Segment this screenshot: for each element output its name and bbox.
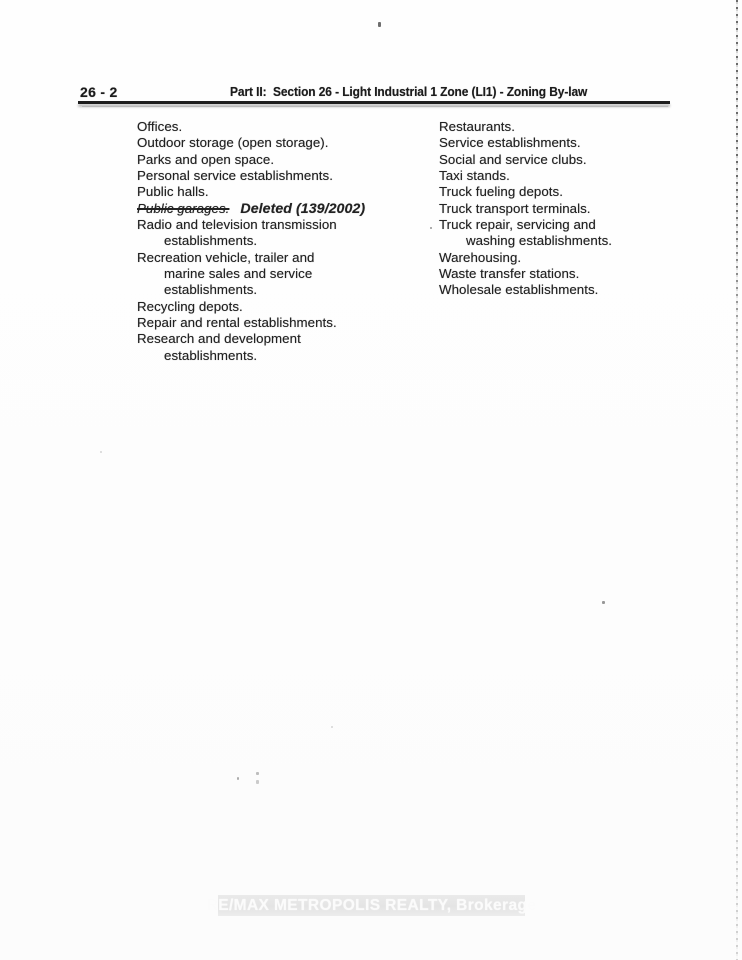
use-line: Parks and open space. [137, 151, 275, 167]
use-line: Radio and television transmission [137, 217, 337, 233]
use-line: Repair and rental establishments. [137, 315, 337, 331]
use-line: Truck fueling depots. [439, 184, 563, 200]
use-line: Service establishments. [439, 135, 581, 151]
scan-speck [237, 777, 239, 780]
use-line: washing establishments. [466, 233, 613, 249]
use-line: Truck transport terminals. [439, 200, 591, 216]
permitted-uses-right-column [439, 119, 719, 299]
use-line: Outdoor storage (open storage). [137, 135, 329, 151]
use-line: Public halls. [137, 184, 209, 200]
use-line: Wholesale establishments. [439, 282, 599, 298]
use-line: Truck repair, servicing and [439, 217, 596, 233]
page-number: 26 - 2 [80, 84, 118, 100]
page-header [0, 84, 742, 102]
scan-speck [256, 780, 259, 784]
use-line: establishments. [164, 282, 258, 298]
page-title: Part II: Section 26 - Light Industrial 1 Zone (LI1) - Zoning By-law [230, 84, 588, 99]
use-line: Restaurants. [439, 119, 515, 134]
scan-speck [602, 601, 605, 604]
scan-speck [378, 22, 381, 27]
watermark-text: RE/MAX METROPOLIS REALTY, Brokerage [206, 896, 537, 914]
strikethrough-text: Public garages. [137, 200, 230, 216]
use-line: establishments. [164, 233, 258, 249]
header-rule [78, 101, 670, 104]
use-line: Personal service establishments. [137, 168, 333, 184]
use-line: establishments. [164, 347, 258, 363]
use-line: Recreation vehicle, trailer and [137, 249, 315, 265]
scan-edge-fade [735, 0, 739, 960]
deleted-note: Deleted (139/2002) [240, 200, 366, 217]
scan-speck [331, 726, 333, 728]
permitted-uses-left-column [137, 119, 437, 364]
watermark-band [206, 895, 537, 916]
scan-speck [100, 451, 102, 453]
use-line: Offices. [137, 119, 183, 134]
use-line: marine sales and service [164, 266, 313, 282]
use-line: Warehousing. [439, 249, 522, 265]
use-line: Recycling depots. [137, 298, 243, 314]
scan-speck [256, 772, 259, 775]
use-line: Social and service clubs. [439, 151, 587, 167]
deleted-use-line [137, 201, 437, 217]
use-line: Waste transfer stations. [439, 266, 580, 282]
use-line: Taxi stands. [439, 168, 510, 184]
scan-speck [430, 227, 432, 229]
use-line: Research and development [137, 331, 301, 347]
